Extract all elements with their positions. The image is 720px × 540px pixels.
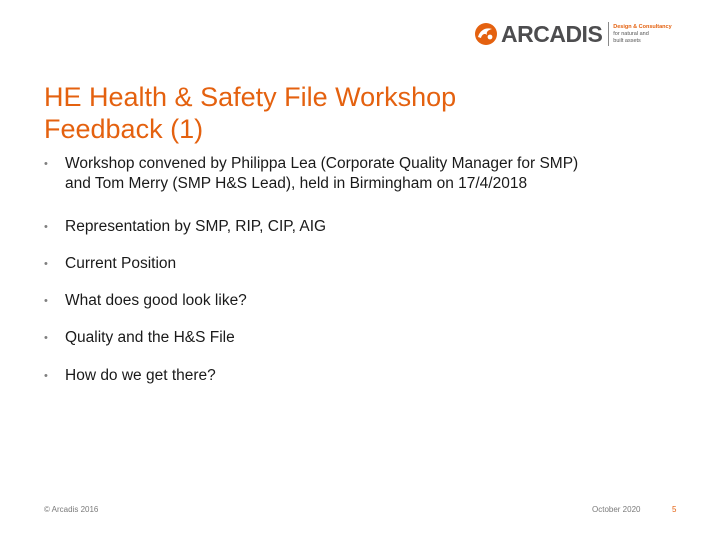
bullet-item	[44, 366, 216, 386]
bullet-item	[44, 154, 578, 194]
bullet-dot: •	[44, 295, 48, 307]
logo-tagline	[613, 24, 671, 45]
bullet-text: Current Position	[65, 255, 177, 272]
bullet-item	[44, 291, 247, 311]
arcadis-logo	[474, 20, 672, 48]
bullet-item	[44, 328, 235, 348]
slide-title-line-2: Feedback (1)	[44, 114, 204, 144]
logo-tagline-line-3: built assets	[613, 37, 641, 44]
bullet-dot: •	[44, 158, 48, 170]
bullet-text-line-2: and Tom Merry (SMP H&S Lead), held in Birmingham on 17/4/2018	[65, 175, 528, 192]
slide-title	[44, 81, 604, 145]
bullet-text: Representation by SMP, RIP, CIP, AIG	[65, 218, 327, 235]
logo-wordmark: ARCADIS	[501, 20, 603, 47]
bullet-item	[44, 254, 176, 274]
logo-divider	[608, 22, 609, 46]
bullet-text: How do we get there?	[65, 367, 216, 384]
arcadis-logo-mark-icon	[474, 22, 498, 46]
bullet-dot: •	[44, 370, 48, 382]
bullet-dot: •	[44, 221, 48, 233]
footer-date: October 2020	[592, 505, 641, 514]
logo-tagline-line-1: Design & Consultancy	[613, 23, 672, 30]
bullet-dot: •	[44, 258, 48, 270]
bullet-item	[44, 217, 326, 237]
bullet-text: What does good look like?	[65, 292, 247, 309]
bullet-text-line-1: Workshop convened by Philippa Lea (Corporate Quality Manager for SMP)	[65, 155, 579, 172]
bullet-dot: •	[44, 332, 48, 344]
slide-title-line-1: HE Health & Safety File Workshop	[44, 82, 457, 112]
logo-tagline-line-2: for natural and	[613, 30, 649, 37]
footer-page-number: 5	[672, 505, 677, 514]
bullet-text: Quality and the H&S File	[65, 329, 235, 346]
footer-copyright: © Arcadis 2016	[44, 505, 99, 514]
